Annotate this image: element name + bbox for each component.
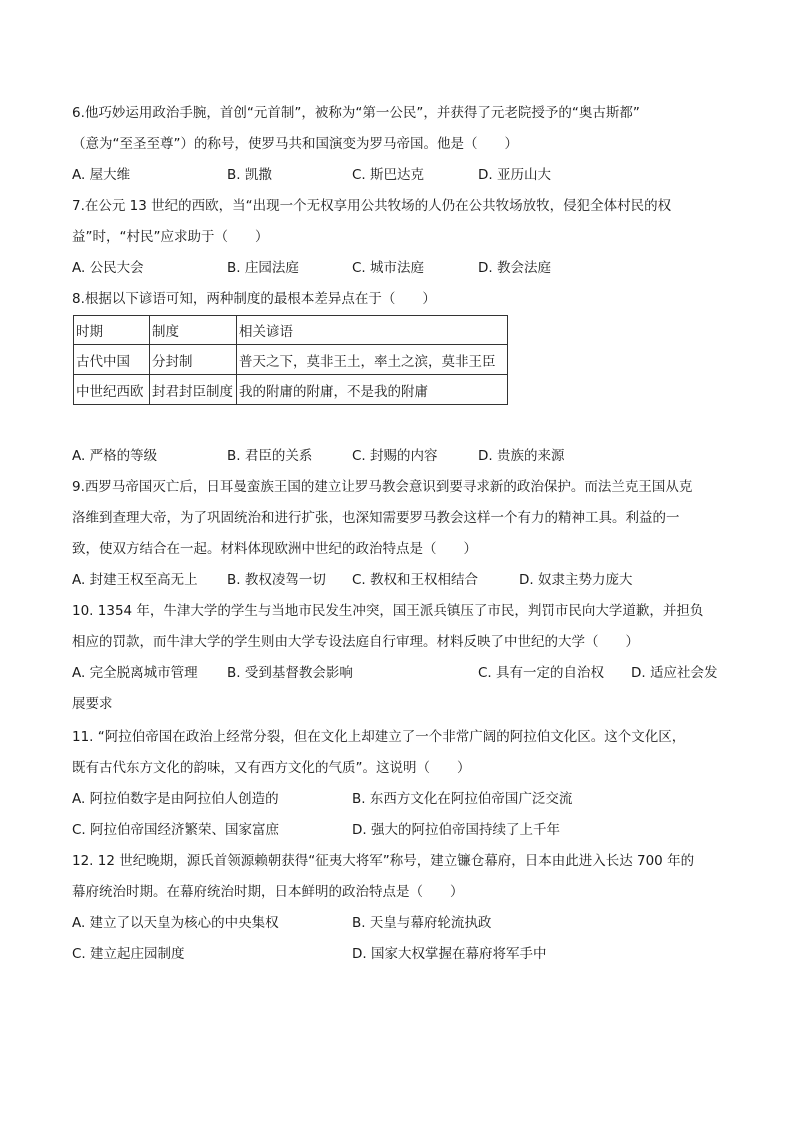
q10-option-b[interactable]: B. 受到基督教会影响	[227, 665, 353, 681]
q7-option-a[interactable]: A. 公民大会	[72, 260, 144, 276]
q6-option-c[interactable]: C. 斯巴达克	[352, 167, 425, 183]
q12-option-b[interactable]: B. 天皇与幕府轮流执政	[352, 915, 492, 931]
q8-table	[73, 315, 508, 405]
q10-option-c[interactable]: C. 具有一定的自治权	[478, 665, 605, 681]
q9-option-b[interactable]: B. 教权凌驾一切	[227, 572, 326, 588]
q12-stem-line2: 幕府统治时期。在幕府统治时期，日本鲜明的政治特点是（ ）	[72, 884, 464, 900]
q6-option-a[interactable]: A. 屋大维	[72, 167, 131, 183]
q11-stem-line1: 11. “阿拉伯帝国在政治上经常分裂，但在文化上却建立了一个非常广阔的阿拉伯文化区。这个文化区，	[72, 729, 686, 745]
q10-stem-line2: 相应的罚款，而牛津大学的学生则由大学专设法庭自行审理。材料反映了中世纪的大学（ ）	[72, 634, 639, 650]
q6-stem-line1: 6.他巧妙运用政治手腕，首创“元首制”，被称为“第一公民”，并获得了元老院授予的“奥古斯都”	[72, 105, 640, 121]
q7-option-b[interactable]: B. 庄园法庭	[227, 260, 299, 276]
q6-option-d[interactable]: D. 亚历山大	[478, 167, 551, 183]
q7-option-d[interactable]: D. 教会法庭	[478, 260, 551, 276]
table-cell: 普天之下，莫非王土，率土之滨，莫非王臣	[237, 345, 508, 375]
q12-option-d[interactable]: D. 国家大权掌握在幕府将军手中	[352, 946, 547, 962]
q9-stem-line1: 9.西罗马帝国灭亡后，日耳曼蛮族王国的建立让罗马教会意识到要寻求新的政治保护。而法兰克王国从克	[72, 479, 693, 495]
table-cell: 古代中国	[74, 345, 150, 375]
q8-option-b[interactable]: B. 君臣的关系	[227, 448, 313, 464]
q6-option-b[interactable]: B. 凯撒	[227, 167, 272, 183]
q7-stem-line1: 7.在公元 13 世纪的西欧，当“出现一个无权享用公共牧场的人仍在公共牧场放牧，侵犯全体村民的权	[72, 198, 672, 214]
table-header-system: 制度	[150, 316, 237, 345]
q6-stem-line2: （意为“至圣至尊”）的称号，使罗马共和国演变为罗马帝国。他是（ ）	[72, 136, 518, 152]
table-header-period: 时期	[74, 316, 150, 345]
q11-option-c[interactable]: C. 阿拉伯帝国经济繁荣、国家富庶	[72, 822, 280, 838]
q9-stem-line2: 洛维到查理大帝，为了巩固统治和进行扩张，也深知需要罗马教会这样一个有力的精神工具。利益的一	[72, 510, 680, 526]
q7-option-c[interactable]: C. 城市法庭	[352, 260, 425, 276]
q10-option-a[interactable]: A. 完全脱离城市管理	[72, 665, 198, 681]
q11-option-b[interactable]: B. 东西方文化在阿拉伯帝国广泛交流	[352, 791, 573, 807]
q12-option-a[interactable]: A. 建立了以天皇为核心的中央集权	[72, 915, 279, 931]
q9-stem-line3: 致，使双方结合在一起。材料体现欧洲中世纪的政治特点是（ ）	[72, 541, 477, 557]
q7-stem-line2: 益”时，“村民”应求助于（ ）	[72, 229, 269, 245]
q12-stem-line1: 12. 12 世纪晚期，源氏首领源赖朝获得“征夷大将军”称号，建立镰仓幕府，日本由此进入长达 700 年的	[72, 853, 695, 869]
table-cell: 封君封臣制度	[150, 375, 237, 405]
q11-option-d[interactable]: D. 强大的阿拉伯帝国持续了上千年	[352, 822, 560, 838]
q10-option-d-wrap: 展要求	[72, 696, 113, 712]
q10-option-d[interactable]: D. 适应社会发	[631, 665, 718, 681]
q8-option-d[interactable]: D. 贵族的来源	[478, 448, 565, 464]
q9-option-a[interactable]: A. 封建王权至高无上	[72, 572, 198, 588]
q11-stem-line2: 既有古代东方文化的韵味，又有西方文化的气质”。这说明（ ）	[72, 760, 471, 776]
q9-option-d[interactable]: D. 奴隶主势力庞大	[519, 572, 633, 588]
q11-option-a[interactable]: A. 阿拉伯数字是由阿拉伯人创造的	[72, 791, 279, 807]
q10-stem-line1: 10. 1354 年，牛津大学的学生与当地市民发生冲突，国王派兵镇压了市民，判罚市民向大学道歉，并担负	[72, 603, 704, 619]
q9-option-c[interactable]: C. 教权和王权相结合	[352, 572, 479, 588]
q8-option-a[interactable]: A. 严格的等级	[72, 448, 158, 464]
q8-option-c[interactable]: C. 封赐的内容	[352, 448, 438, 464]
q8-stem: 8.根据以下谚语可知，两种制度的最根本差异点在于（ ）	[72, 291, 436, 307]
q12-option-c[interactable]: C. 建立起庄园制度	[72, 946, 185, 962]
table-header-proverb: 相关谚语	[237, 316, 508, 345]
table-cell: 中世纪西欧	[74, 375, 150, 405]
table-cell: 我的附庸的附庸，不是我的附庸	[237, 375, 508, 405]
table-cell: 分封制	[150, 345, 237, 375]
